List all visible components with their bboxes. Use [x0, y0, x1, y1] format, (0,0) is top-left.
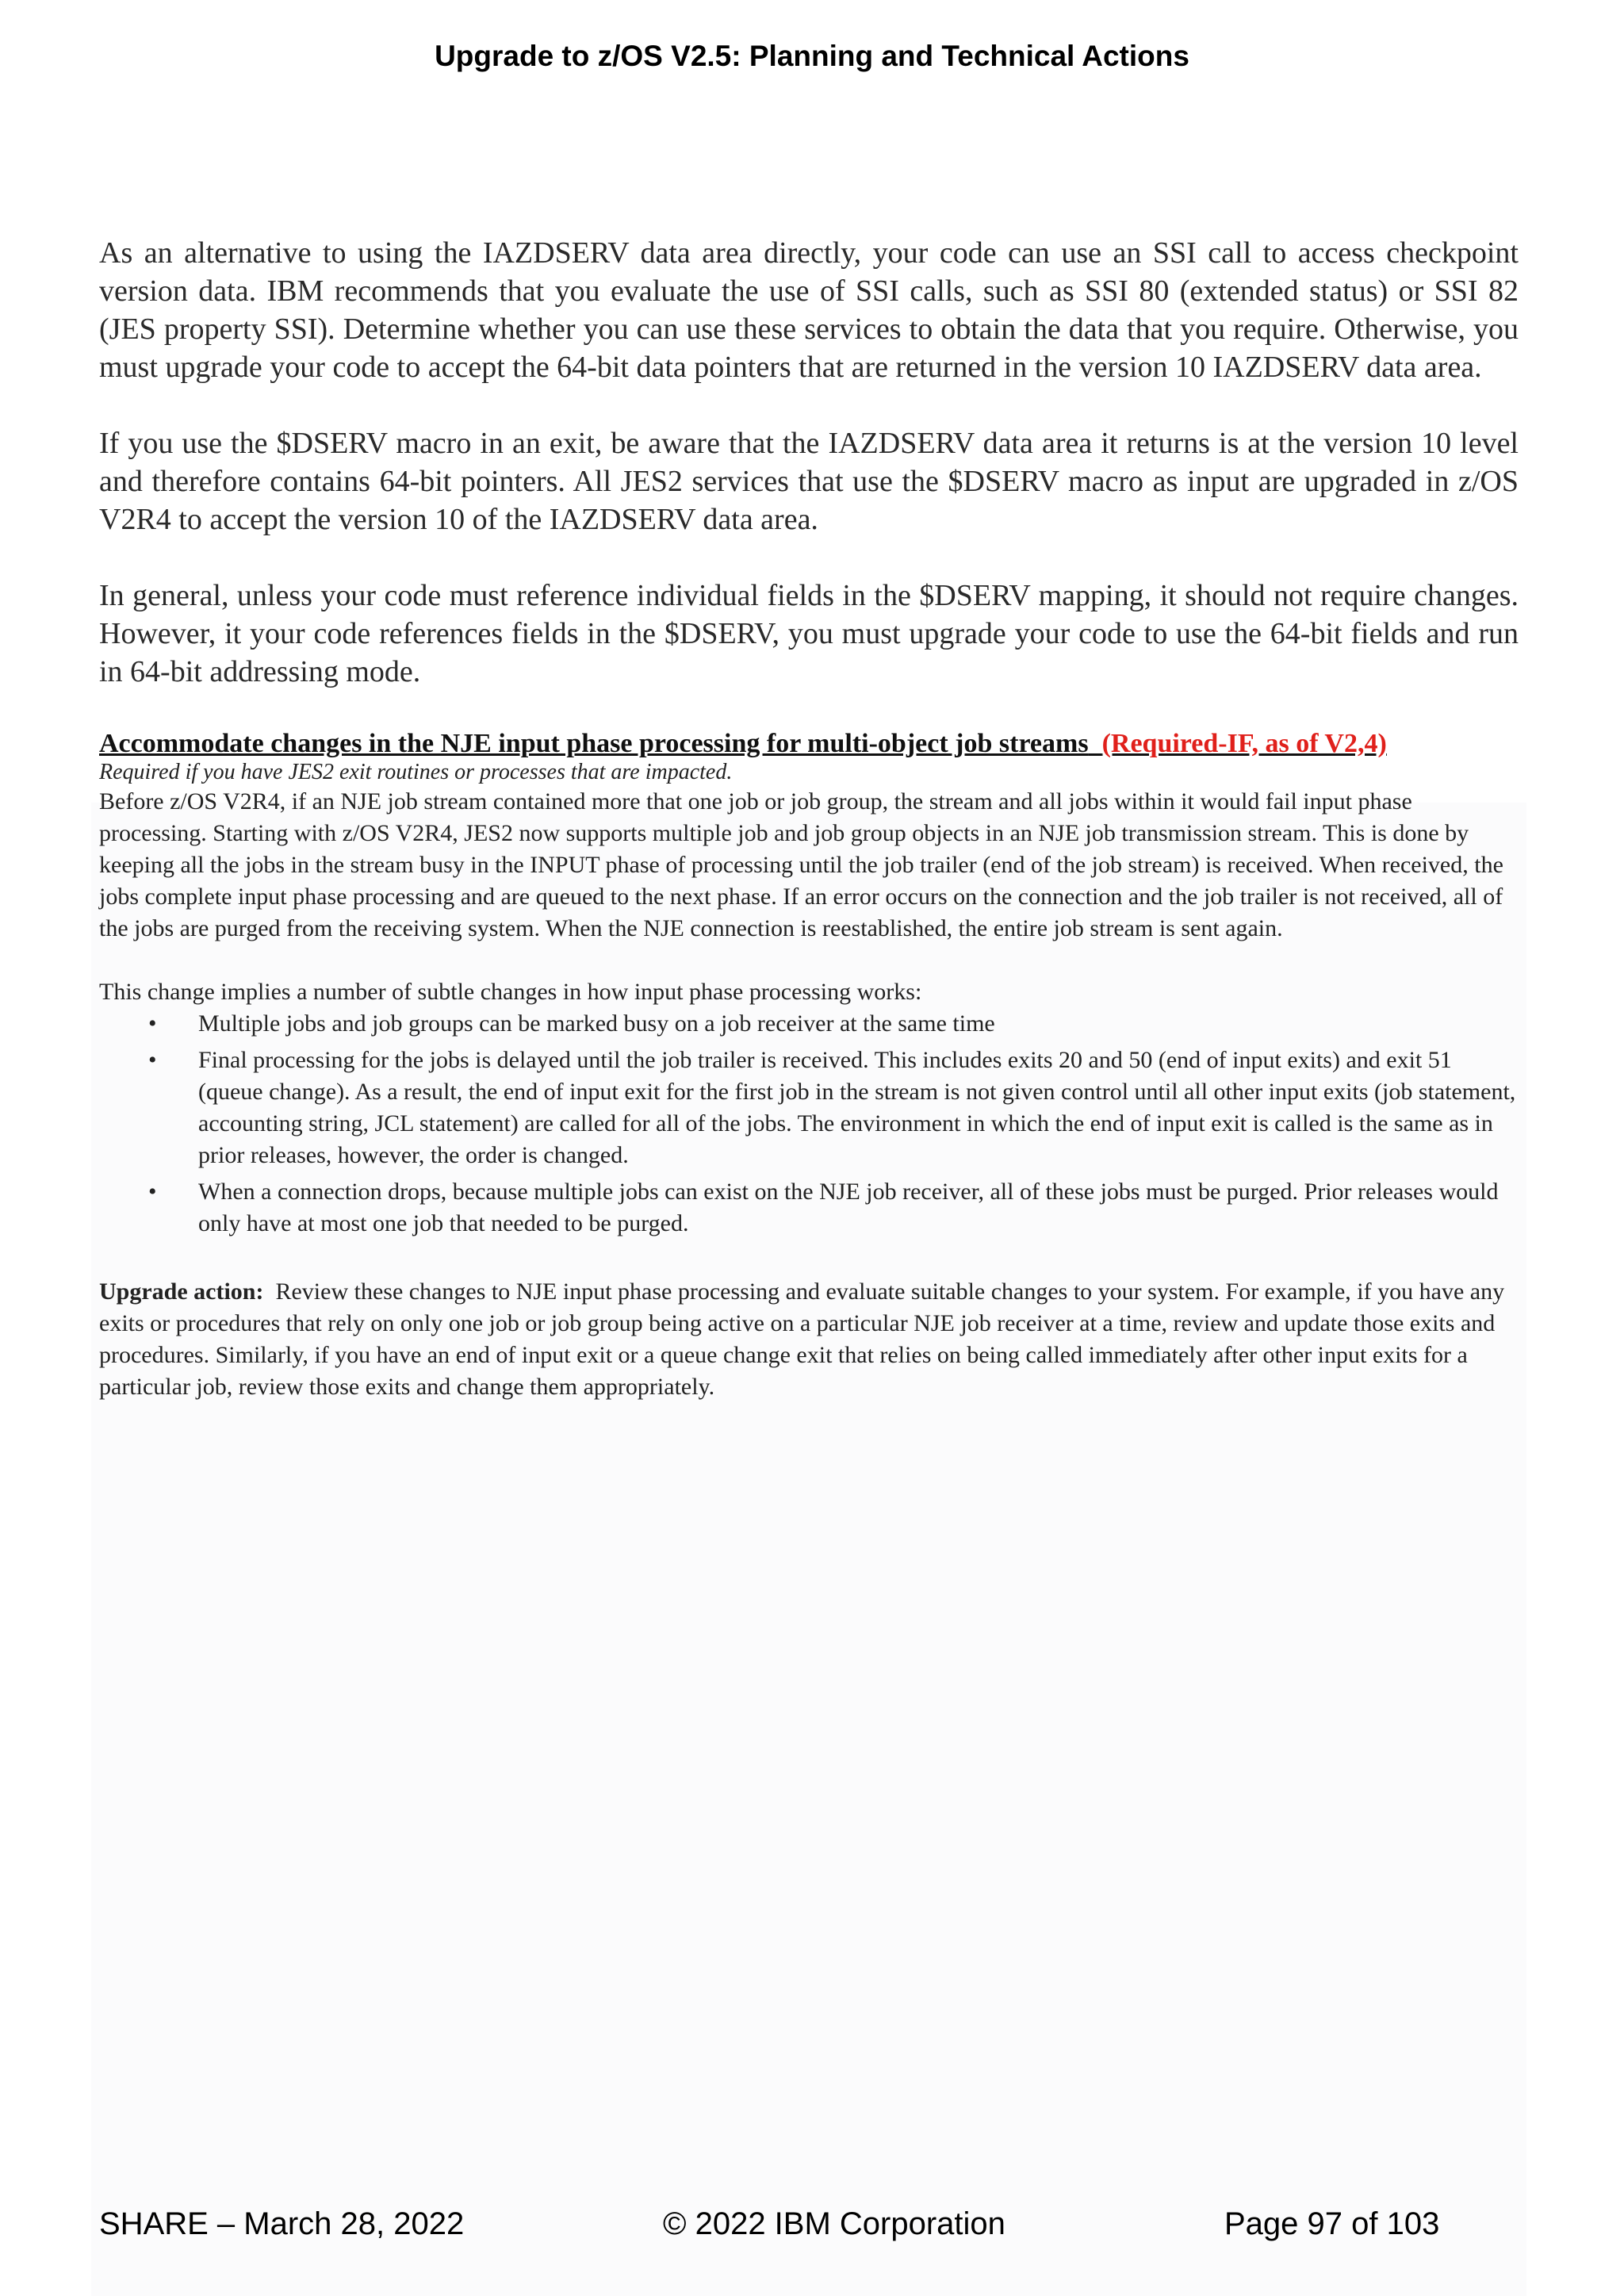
- list-intro: This change implies a number of subtle changes in how input phase processing works:: [99, 979, 922, 1005]
- list-item-text: Final processing for the jobs is delayed until the job trailer is received. This includes exits 20 and 50 (end of input exits) and exit 51 (queue change). As a result, the end of input exit for the first job in the stream is not given control until all other input exits (job statement, accounting string, JCL statement) are called for all of the jobs. The environment in which the end of input exit is called is the same as in prior releases, however, the order is changed.: [198, 1047, 1516, 1168]
- intro-paragraph-3: In general, unless your code must reference individual fields in the $DSERV mapping, it should not require changes. However, it your code references fields in the $DSERV, you must upgrade your code to use the 64-bit fields and run in 64-bit addressing mode.: [99, 579, 1519, 688]
- footer-copyright: © 2022 IBM Corporation: [663, 2206, 1005, 2241]
- list-item-text: Multiple jobs and job groups can be marked busy on a job receiver at the same time: [198, 1010, 995, 1037]
- header-title: Upgrade to z/OS V2.5: Planning and Technical Actions: [435, 40, 1189, 72]
- change-list: [99, 1008, 1519, 1240]
- footer-event: SHARE – March 28, 2022: [99, 2206, 465, 2241]
- bullet-icon: •: [148, 1047, 157, 1073]
- list-item: [99, 1176, 1519, 1240]
- section-heading: [99, 729, 1519, 759]
- section-heading-text: Accommodate changes in the NJE input phase processing for multi-object job streams: [99, 729, 1089, 758]
- section-note: Required if you have JES2 exit routines or processes that are impacted.: [99, 760, 733, 784]
- intro-paragraph-1: As an alternative to using the IAZDSERV data area directly, your code can use an SSI call to access checkpoint version data. IBM recommends that you evaluate the use of SSI calls, such as SSI 80 (extended status) or SSI 82 (JES property SSI). Determine whether you can use these services to obtain the data that you require. Otherwise, you must upgrade your code to accept the 64-bit data pointers that are returned in the version 10 IAZDSERV data area.: [99, 236, 1519, 384]
- document-body: [99, 234, 1519, 1403]
- upgrade-action: [99, 1276, 1519, 1403]
- list-item-text: When a connection drops, because multiple jobs can exist on the NJE job receiver, all of these jobs must be purged. Prior releases would only have at most one job that needed to be purged.: [198, 1179, 1499, 1236]
- list-item: [99, 1008, 1519, 1040]
- bullet-icon: •: [148, 1010, 157, 1037]
- section-body: Before z/OS V2R4, if an NJE job stream contained more that one job or job group, the stream and all jobs within it would fail input phase processing. Starting with z/OS V2R4, JES2 now supports multiple job and job group objects in an NJE job transmission stream. This is done by keeping all the jobs in the stream busy in the INPUT phase of processing until the job trailer (end of the job stream) is received. When received, the jobs complete input phase processing and are queued to the next phase. If an error occurs on the connection and the job trailer is not received, all of the jobs are purged from the receiving system. When the NJE connection is reestablished, the entire job stream is sent again.: [99, 788, 1503, 941]
- bullet-icon: •: [148, 1179, 157, 1205]
- footer-page-number: Page 97 of 103: [1224, 2206, 1440, 2241]
- requirement-tag: (Required-IF, as of V2,4): [1101, 729, 1387, 758]
- list-item: [99, 1045, 1519, 1171]
- upgrade-action-label: Upgrade action:: [99, 1278, 264, 1305]
- upgrade-action-text: Review these changes to NJE input phase processing and evaluate suitable changes to your system. For example, if you have any exits or procedures that rely on only one job or job group being active on a particular NJE job receiver at a time, review and update those exits and procedures. Similarly, if you have an end of input exit or a queue change exit that relies on being called immediately after other input exits for a particular job, review those exits and change them appropriately.: [99, 1278, 1505, 1400]
- intro-paragraph-2: If you use the $DSERV macro in an exit, be aware that the IAZDSERV data area it returns is at the version 10 level and therefore contains 64-bit pointers. All JES2 services that use the $DSERV macro as input are upgraded in z/OS V2R4 to accept the version 10 of the IAZDSERV data area.: [99, 427, 1519, 536]
- page-header: [0, 40, 1624, 73]
